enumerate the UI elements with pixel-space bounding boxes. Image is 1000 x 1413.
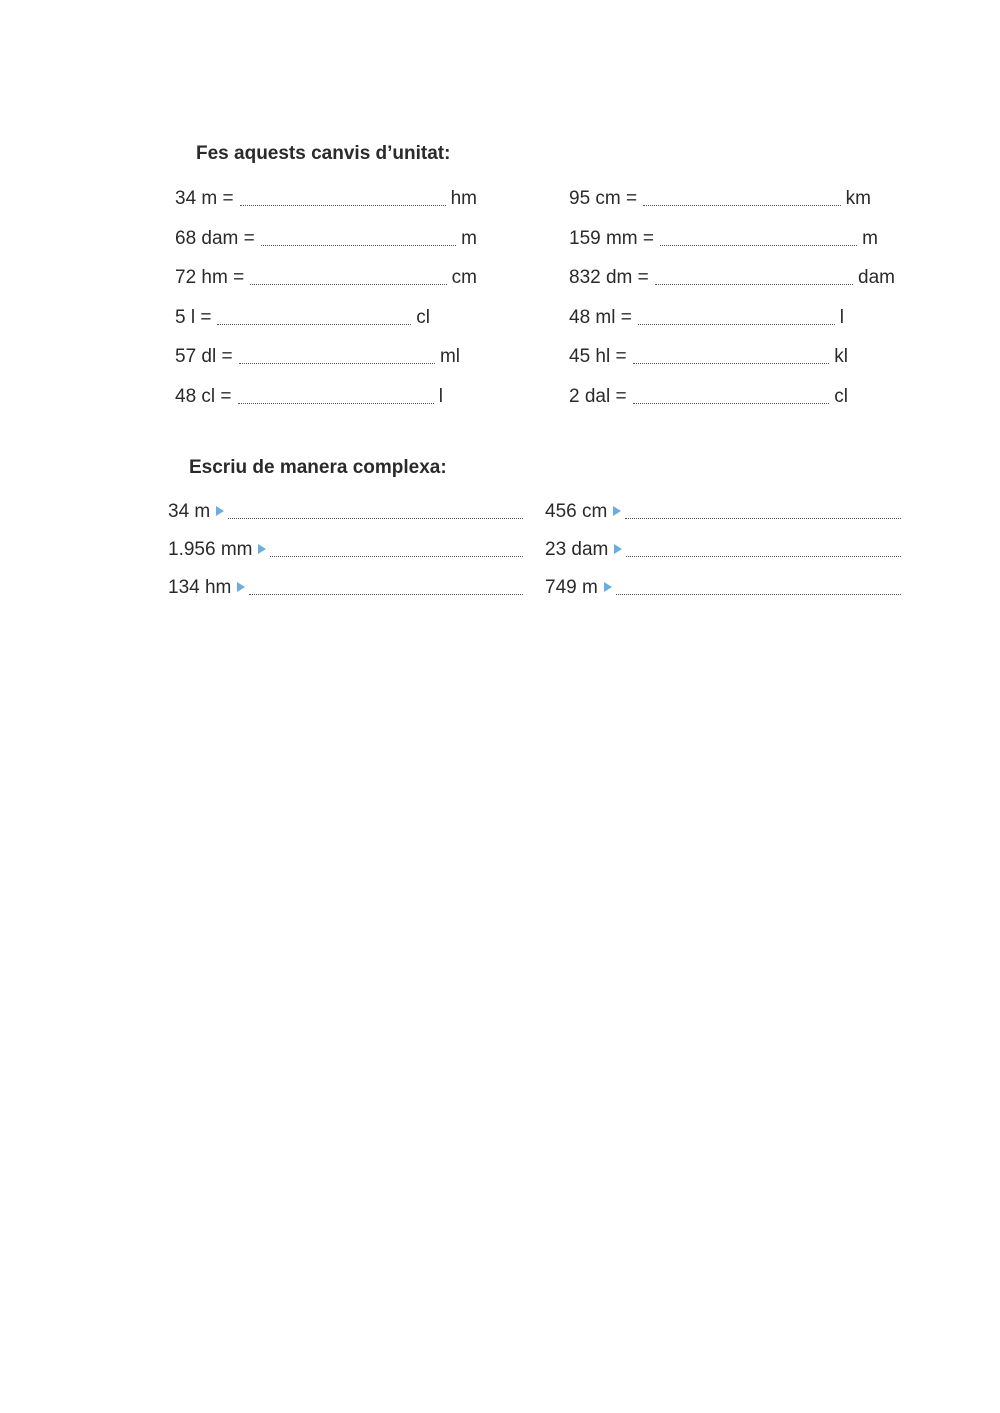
section-1-title: Fes aquests canvis d’unitat: [196,143,451,164]
complex-row [168,539,523,565]
complex-row [168,501,523,527]
section-2-title: Escriu de manera complexa: [189,457,447,478]
target-unit: km [845,188,871,209]
target-unit: m [461,228,477,249]
arrow-right-icon [258,544,266,554]
complex-row [168,577,523,603]
conversion-expression: 48 cl = [175,386,232,407]
conversion-expression: 34 m = [175,188,234,209]
conversion-row [175,346,460,372]
answer-blank[interactable] [239,349,435,364]
conversion-expression: 95 cm = [569,188,638,209]
conversion-expression: 48 ml = [569,307,632,328]
answer-blank[interactable] [633,389,830,404]
target-unit: l [839,307,844,328]
answer-blank[interactable] [217,310,411,325]
answer-blank[interactable] [270,542,523,557]
answer-blank[interactable] [240,191,446,206]
answer-blank[interactable] [633,349,830,364]
complex-row [545,539,901,565]
target-unit: cl [416,307,430,328]
answer-blank[interactable] [625,504,901,519]
arrow-right-icon [237,582,245,592]
arrow-right-icon [216,506,224,516]
arrow-right-icon [614,544,622,554]
conversion-row [175,228,477,254]
target-unit: hm [450,188,477,209]
conversion-expression: 68 dam = [175,228,255,249]
answer-blank[interactable] [261,231,456,246]
quantity-label: 1.956 mm [168,539,253,560]
answer-blank[interactable] [626,542,901,557]
arrow-right-icon [604,582,612,592]
conversion-row [569,307,844,333]
conversion-row [569,188,871,214]
conversion-expression: 57 dl = [175,346,233,367]
conversion-row [175,267,477,293]
conversion-row [569,267,895,293]
target-unit: kl [834,346,848,367]
complex-row [545,577,901,603]
answer-blank[interactable] [638,310,835,325]
target-unit: cm [451,267,477,288]
conversion-expression: 45 hl = [569,346,627,367]
conversion-expression: 832 dm = [569,267,649,288]
conversion-row [569,346,848,372]
target-unit: ml [439,346,460,367]
target-unit: l [438,386,443,407]
answer-blank[interactable] [655,270,853,285]
conversion-expression: 159 mm = [569,228,655,249]
quantity-label: 34 m [168,501,211,522]
arrow-right-icon [613,506,621,516]
target-unit: cl [834,386,848,407]
answer-blank[interactable] [643,191,841,206]
quantity-label: 23 dam [545,539,609,560]
answer-blank[interactable] [228,504,523,519]
conversion-expression: 2 dal = [569,386,627,407]
quantity-label: 134 hm [168,577,232,598]
conversion-expression: 72 hm = [175,267,245,288]
quantity-label: 456 cm [545,501,608,522]
answer-blank[interactable] [238,389,434,404]
conversion-row [175,188,477,214]
conversion-row [175,307,430,333]
conversion-row [569,386,848,412]
answer-blank[interactable] [616,580,901,595]
conversion-expression: 5 l = [175,307,212,328]
conversion-row [569,228,878,254]
quantity-label: 749 m [545,577,598,598]
target-unit: dam [858,267,895,288]
answer-blank[interactable] [660,231,857,246]
answer-blank[interactable] [250,270,446,285]
conversion-row [175,386,443,412]
complex-row [545,501,901,527]
target-unit: m [862,228,878,249]
answer-blank[interactable] [249,580,523,595]
